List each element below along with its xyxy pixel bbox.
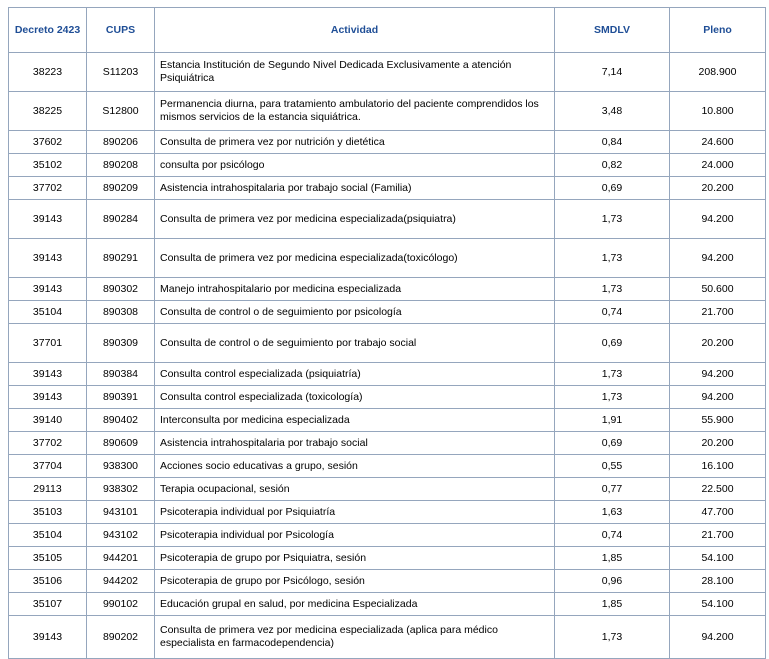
cell-pleno: 94.200 xyxy=(670,363,766,386)
cell-pleno: 54.100 xyxy=(670,593,766,616)
cell-actividad: Consulta de primera vez por medicina especializada(psiquiatra) xyxy=(155,200,555,239)
cell-pleno: 94.200 xyxy=(670,616,766,659)
cell-pleno: 94.200 xyxy=(670,239,766,278)
cell-actividad: Manejo intrahospitalario por medicina especializada xyxy=(155,278,555,301)
table-row xyxy=(9,455,766,478)
cell-pleno: 50.600 xyxy=(670,278,766,301)
table-row xyxy=(9,324,766,363)
cell-cups: 943101 xyxy=(87,501,155,524)
cell-cups: 943102 xyxy=(87,524,155,547)
column-header-actividad: Actividad xyxy=(155,8,555,53)
cell-pleno: 55.900 xyxy=(670,409,766,432)
cell-pleno: 47.700 xyxy=(670,501,766,524)
cell-cups: S12800 xyxy=(87,92,155,131)
table-row xyxy=(9,616,766,659)
table-row xyxy=(9,131,766,154)
cell-smdlv: 1,73 xyxy=(555,200,670,239)
table-row xyxy=(9,177,766,200)
cell-actividad: Permanencia diurna, para tratamiento ambulatorio del paciente comprendidos los mismos servicios de la estancia siquiátrica. xyxy=(155,92,555,131)
cell-smdlv: 0,69 xyxy=(555,177,670,200)
table-row xyxy=(9,301,766,324)
cell-decreto: 35103 xyxy=(9,501,87,524)
cell-pleno: 21.700 xyxy=(670,524,766,547)
table-row xyxy=(9,501,766,524)
cell-cups: 890202 xyxy=(87,616,155,659)
cell-decreto: 35104 xyxy=(9,524,87,547)
header-row xyxy=(9,8,766,53)
cell-decreto: 35107 xyxy=(9,593,87,616)
cell-smdlv: 0,84 xyxy=(555,131,670,154)
cell-smdlv: 0,69 xyxy=(555,432,670,455)
column-header-smdlv: SMDLV xyxy=(555,8,670,53)
cell-cups: 938300 xyxy=(87,455,155,478)
cell-decreto: 35105 xyxy=(9,547,87,570)
cell-cups: 890609 xyxy=(87,432,155,455)
cell-actividad: Acciones socio educativas a grupo, sesión xyxy=(155,455,555,478)
cell-decreto: 37701 xyxy=(9,324,87,363)
table-header xyxy=(9,8,766,53)
table-row xyxy=(9,363,766,386)
cell-actividad: Consulta de control o de seguimiento por trabajo social xyxy=(155,324,555,363)
cell-cups: 890309 xyxy=(87,324,155,363)
table-row xyxy=(9,524,766,547)
cell-smdlv: 1,73 xyxy=(555,363,670,386)
cell-smdlv: 1,85 xyxy=(555,547,670,570)
cell-actividad: Consulta control especializada (psiquiatría) xyxy=(155,363,555,386)
cell-cups: 890208 xyxy=(87,154,155,177)
cell-actividad: Consulta de primera vez por medicina especializada(toxicólogo) xyxy=(155,239,555,278)
cell-cups: 890209 xyxy=(87,177,155,200)
cell-smdlv: 1,63 xyxy=(555,501,670,524)
cell-decreto: 37602 xyxy=(9,131,87,154)
cell-actividad: Educación grupal en salud, por medicina Especializada xyxy=(155,593,555,616)
cell-pleno: 24.600 xyxy=(670,131,766,154)
table-row xyxy=(9,53,766,92)
cell-smdlv: 1,91 xyxy=(555,409,670,432)
cell-pleno: 94.200 xyxy=(670,386,766,409)
cell-cups: 890284 xyxy=(87,200,155,239)
cell-decreto: 38223 xyxy=(9,53,87,92)
column-header-cups: CUPS xyxy=(87,8,155,53)
cell-cups: 890391 xyxy=(87,386,155,409)
table-row xyxy=(9,547,766,570)
cell-actividad: Psicoterapia individual por Psicología xyxy=(155,524,555,547)
cell-decreto: 37702 xyxy=(9,177,87,200)
cell-pleno: 10.800 xyxy=(670,92,766,131)
cell-smdlv: 0,82 xyxy=(555,154,670,177)
cell-decreto: 39140 xyxy=(9,409,87,432)
cell-smdlv: 3,48 xyxy=(555,92,670,131)
cell-cups: 890291 xyxy=(87,239,155,278)
cell-smdlv: 1,73 xyxy=(555,386,670,409)
cell-actividad: consulta por psicólogo xyxy=(155,154,555,177)
cell-decreto: 39143 xyxy=(9,278,87,301)
cell-pleno: 54.100 xyxy=(670,547,766,570)
cell-cups: S11203 xyxy=(87,53,155,92)
table-row xyxy=(9,593,766,616)
cell-pleno: 22.500 xyxy=(670,478,766,501)
cell-actividad: Terapia ocupacional, sesión xyxy=(155,478,555,501)
cell-decreto: 39143 xyxy=(9,386,87,409)
cell-actividad: Psicoterapia de grupo por Psicólogo, sesión xyxy=(155,570,555,593)
cell-smdlv: 1,73 xyxy=(555,239,670,278)
cell-pleno: 16.100 xyxy=(670,455,766,478)
table-row xyxy=(9,239,766,278)
cell-actividad: Interconsulta por medicina especializada xyxy=(155,409,555,432)
cell-cups: 944201 xyxy=(87,547,155,570)
cell-pleno: 94.200 xyxy=(670,200,766,239)
table-row xyxy=(9,570,766,593)
cell-pleno: 20.200 xyxy=(670,177,766,200)
cell-cups: 890302 xyxy=(87,278,155,301)
cell-smdlv: 0,69 xyxy=(555,324,670,363)
cell-pleno: 21.700 xyxy=(670,301,766,324)
cell-decreto: 29113 xyxy=(9,478,87,501)
table-row xyxy=(9,200,766,239)
column-header-decreto: Decreto 2423 xyxy=(9,8,87,53)
cell-actividad: Consulta control especializada (toxicología) xyxy=(155,386,555,409)
table-row xyxy=(9,386,766,409)
cell-decreto: 35106 xyxy=(9,570,87,593)
cell-smdlv: 1,73 xyxy=(555,616,670,659)
table-body xyxy=(9,53,766,659)
cell-pleno: 208.900 xyxy=(670,53,766,92)
cell-pleno: 20.200 xyxy=(670,324,766,363)
cell-cups: 990102 xyxy=(87,593,155,616)
cell-actividad: Consulta de primera vez por nutrición y dietética xyxy=(155,131,555,154)
cell-smdlv: 0,55 xyxy=(555,455,670,478)
table-row xyxy=(9,432,766,455)
cell-actividad: Asistencia intrahospitalaria por trabajo social (Familia) xyxy=(155,177,555,200)
cell-actividad: Asistencia intrahospitalaria por trabajo social xyxy=(155,432,555,455)
cell-cups: 890384 xyxy=(87,363,155,386)
table-row xyxy=(9,278,766,301)
cell-decreto: 38225 xyxy=(9,92,87,131)
cell-actividad: Consulta de control o de seguimiento por psicología xyxy=(155,301,555,324)
cell-actividad: Consulta de primera vez por medicina especializada (aplica para médico especialista en farmacodependencia) xyxy=(155,616,555,659)
cell-smdlv: 1,85 xyxy=(555,593,670,616)
cell-decreto: 35104 xyxy=(9,301,87,324)
cell-smdlv: 0,74 xyxy=(555,524,670,547)
cell-cups: 890206 xyxy=(87,131,155,154)
cell-actividad: Psicoterapia de grupo por Psiquiatra, sesión xyxy=(155,547,555,570)
table-row xyxy=(9,92,766,131)
cell-smdlv: 0,96 xyxy=(555,570,670,593)
cell-decreto: 39143 xyxy=(9,239,87,278)
cell-cups: 944202 xyxy=(87,570,155,593)
cell-cups: 890308 xyxy=(87,301,155,324)
cell-smdlv: 1,73 xyxy=(555,278,670,301)
table-row xyxy=(9,478,766,501)
table-row xyxy=(9,409,766,432)
cell-pleno: 28.100 xyxy=(670,570,766,593)
cell-smdlv: 0,74 xyxy=(555,301,670,324)
cell-decreto: 35102 xyxy=(9,154,87,177)
cell-decreto: 39143 xyxy=(9,363,87,386)
cell-decreto: 39143 xyxy=(9,200,87,239)
cell-actividad: Estancia Institución de Segundo Nivel Dedicada Exclusivamente a atención Psiquiátrica xyxy=(155,53,555,92)
cell-pleno: 20.200 xyxy=(670,432,766,455)
cell-decreto: 39143 xyxy=(9,616,87,659)
cell-decreto: 37702 xyxy=(9,432,87,455)
cell-decreto: 37704 xyxy=(9,455,87,478)
cell-actividad: Psicoterapia individual por Psiquiatría xyxy=(155,501,555,524)
cell-smdlv: 0,77 xyxy=(555,478,670,501)
column-header-pleno: Pleno xyxy=(670,8,766,53)
cell-cups: 938302 xyxy=(87,478,155,501)
cell-smdlv: 7,14 xyxy=(555,53,670,92)
cell-pleno: 24.000 xyxy=(670,154,766,177)
cell-cups: 890402 xyxy=(87,409,155,432)
table-row xyxy=(9,154,766,177)
rates-table xyxy=(8,7,766,659)
